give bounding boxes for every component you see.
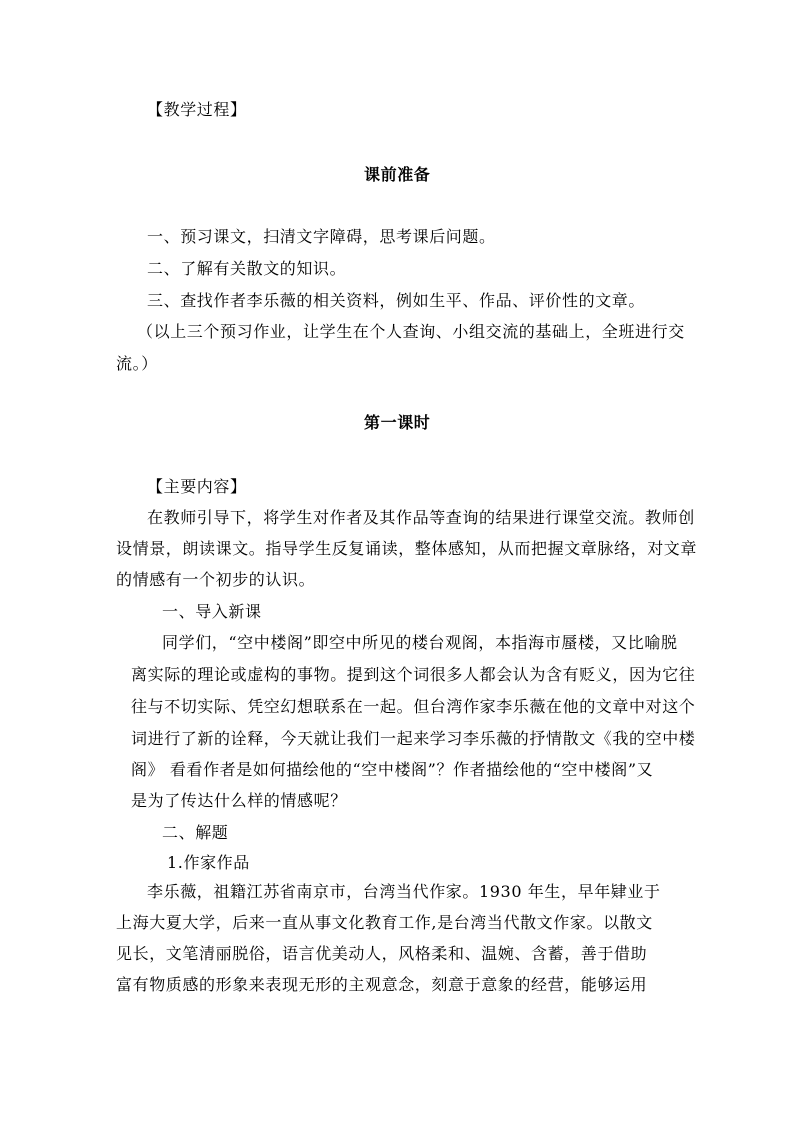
prep-item: 二、了解有关散文的知识。 (147, 259, 347, 278)
intro-line: 同学们，“空中楼阁”即空中所见的楼台观阁，本指海市蜃楼，又比喻脱 (162, 633, 678, 652)
author-line: 见长，文笔清丽脱俗，语言优美动人，风格柔和、温婉、含蓄，善于借助 (116, 944, 648, 963)
author-line: 上海大夏大学，后来一直从事文化教育工作,是台湾当代散文作家。以散文 (116, 913, 653, 932)
author-works-heading: 1.作家作品 (167, 853, 250, 872)
intro-line: 词进行了新的诠释，今天就让我们一起来学习李乐薇的抒情散文《我的空中楼 (131, 729, 696, 748)
intro-line: 是为了传达什么样的情感呢？ (131, 791, 347, 810)
main-content-line: 设情景，朗读课文。指导学生反复诵读，整体感知，从而把握文章脉络，对文章 (116, 539, 698, 558)
main-content-line: 在教师引导下，将学生对作者及其作品等查询的结果进行课堂交流。教师创 (147, 508, 695, 527)
main-content-label: 【主要内容】 (147, 477, 247, 496)
author-line: 李乐薇，祖籍江苏省南京市，台湾当代作家。1930 年生，早年肄业于 (147, 882, 661, 901)
lesson-title: 第一课时 (364, 413, 431, 432)
section-label: 【教学过程】 (147, 100, 247, 119)
prep-item: 一、预习课文，扫清文字障碍，思考课后问题。 (147, 227, 496, 246)
main-content-line: 的情感有一个初步的认识。 (116, 570, 316, 589)
author-line: 富有物质感的形象来表现无形的主观意念，刻意于意象的经营，能够运用 (116, 975, 648, 994)
prep-item: 三、查找作者李乐薇的相关资料，例如生平、作品、评价性的文章。 (147, 291, 646, 310)
prep-note-line: 流。） (116, 354, 158, 373)
intro-line: 往与不切实际、凭空幻想联系在一起。但台湾作家李乐薇在他的文章中对这个 (131, 697, 696, 716)
prep-note-line: （以上三个预习作业，让学生在个人查询、小组交流的基础上，全班进行交 (137, 322, 685, 341)
intro-heading: 一、导入新课 (162, 602, 262, 621)
prep-title: 课前准备 (364, 165, 431, 184)
intro-line: 离实际的理论或虚构的事物。提到这个词很多人都会认为含有贬义，因为它往 (131, 665, 696, 684)
topic-heading: 二、解题 (162, 823, 229, 842)
intro-line: 阁》 看看作者是如何描绘他的“空中楼阁”？作者描绘他的“空中楼阁”又 (131, 760, 654, 779)
